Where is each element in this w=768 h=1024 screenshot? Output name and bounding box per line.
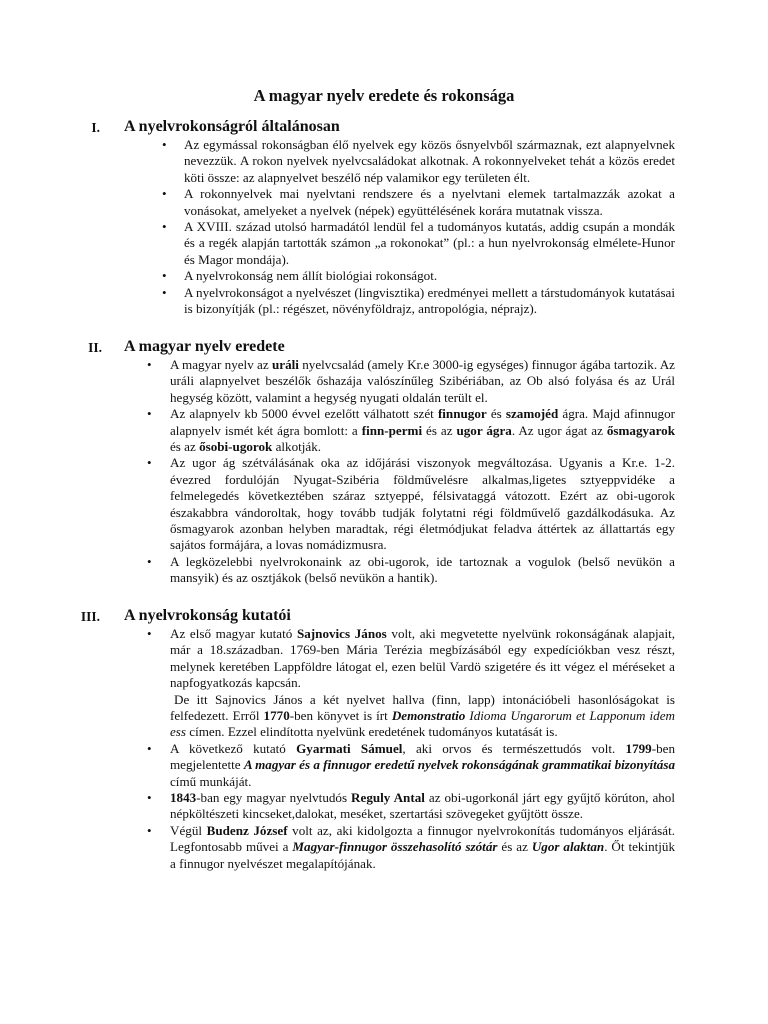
bullet-list [147,357,675,587]
list-item [147,740,675,790]
text-run: volt az, aki kidolgozta a finnugor nyelvrokonítás tudományos eljárását. Legfontosabb művei a [170,822,675,855]
text-run: nyelvcsalád (amely Kr.e 3000-ig egységes) finnugor ágába tartozik. Az uráli alapnyelvet beszélők őshazája valószínűleg Szibériában, az Ob alsó folyása és az Urál hegység között, valamint a hegység nyugati oldalán terült el. [170,357,675,405]
list-item [147,822,675,872]
bullet-icon: • [162,219,167,235]
list-item [162,284,675,318]
text-run: . Az ugor ágat az [511,422,607,438]
name-reguly: Reguly Antal [351,790,425,806]
bullet-icon: • [147,790,152,806]
term-osobi-ugorok: ősobi-ugorok [199,439,273,455]
bullet-icon: • [147,455,152,471]
bullet-icon: • [147,740,152,756]
text-run: az obi-ugorkonál járt egy gyűjtő körúton, ahol népköltészeti kincseket,dalokat, meséket, szertartási szövegeket gyűjtött össze. [170,790,675,822]
text-run: és az [170,439,200,455]
term-ugor-agra: ugor ágra [456,422,512,438]
list-item [162,186,675,219]
bullet-list [147,626,675,872]
bullet-icon: • [147,406,152,422]
year-1770: 1770 [263,708,290,724]
section-title: A nyelvrokonság kutatói [124,607,291,624]
name-gyarmati: Gyarmati Sámuel [296,740,403,756]
list-item [147,626,675,741]
text-run: volt, aki megvetette nyelvünk rokonságának alapjait, már a 18.században. 1769-ben Mária Terézia megbízásából egy expedíciókban vesz részt, melynek keretében Lappföldre látogat el, ezen belül Vardö szigetére és itt végez el méréseket a napfogyatkozás kapcsán. [170,626,675,691]
text-run: , aki orvos és természettudós volt. [402,740,626,756]
text-run: Az első magyar kutató [170,626,297,641]
text-run: -ben könyvet is írt [289,708,392,724]
work-title-szotar: Magyar-finnugor összehasolító szótár [292,839,498,855]
name-sajnovics: Sajnovics János [296,626,387,641]
list-item-text: Az egymással rokonságban élő nyelvek egy közös ősnyelvből származnak, ezt alapnyelvnek nevezzük. A rokon nyelvek nyelvcsaládokat alkotnak. A rokonnyelveket tehát a közös eredet köti össze: az alapnyelvet beszélő nép valamikor egy területen élt. [184,137,675,185]
year-1799: 1799 [625,740,652,756]
text-run: -ban egy magyar nyelvtudós [196,790,352,806]
text-run: . Őt tekintjük a finnugor nyelvészet megalapítójának. [170,839,675,871]
list-item [147,553,675,587]
text-run: A magyar nyelv az [170,357,273,372]
text-run: Végül [170,822,207,838]
bullet-icon: • [147,626,152,641]
text-run: és az [497,839,532,855]
list-item-text: A nyelvrokonságot a nyelvészet (lingvisztika) eredményei mellett a társtudományok kutatásai is bizonyítják (pl.: régészet, növényföldrajz, antropológia, néprajz). [184,284,675,317]
text-run: és az [422,422,457,438]
list-item-text: A rokonnyelvek mai nyelvtani rendszere és a nyelvtani elemek tartalmazzák azokat a vonásokat, amelyeket a nyelvek (népek) együttélésének korára mutatnak vissza. [184,186,675,218]
text-run: A következő kutató [170,740,297,756]
term-finnugor: finnugor [437,406,487,422]
text-run: ágra. Majd afinnugor alapnyelv ismét két ágra bomlott: a [170,406,675,438]
work-title-gyarmati: A magyar és a finnugor eredetű nyelvek rokonságának grammatikai bizonyítása [243,757,675,773]
bullet-icon: • [147,553,152,569]
paragraph-continuation [170,692,675,741]
bullet-icon: • [147,822,152,838]
term-osmagyarok: ősmagyarok [606,422,675,438]
list-item [147,357,675,406]
name-budenz: Budenz József [206,822,288,838]
section-number: II. [88,340,102,355]
bullet-icon: • [147,357,152,372]
text-run: -ben megjelentette [170,740,675,773]
bullet-icon: • [162,268,167,284]
bullet-icon: • [162,186,167,202]
list-item [147,455,675,553]
section-number: I. [91,120,100,135]
bullet-list [162,137,675,317]
work-title-alaktan: Ugor alaktan [531,839,605,855]
term-urali: uráli [272,357,299,372]
text-run: címen. Ezzel elindította nyelvünk eredetének tudományos kutatását is. [186,724,558,740]
work-title-demonstratio: Demonstratio [391,708,466,724]
section-number: III. [80,609,100,624]
list-item-text: A XVIII. század utolsó harmadától lendül fel a tudományos kutatás, addig csupán a mondák és a regék alapján tartották számon „a rokonokat” (pl.: a hun nyelvrokonság elmélete-Hunor és Magor mondája). [184,219,675,267]
work-title-rest: Idioma Ungarorum et Lapponum idem ess [170,708,675,740]
term-finn-permi: finn-permi [361,422,423,438]
list-item [147,790,675,823]
text-run: De itt Sajnovics János a két nyelvet hallva (finn, lapp) intonációbeli hasonlóságokat is felfedezett. Erről [170,691,675,724]
text-run: és [486,406,506,422]
section-title: A magyar nyelv eredete [124,338,285,355]
list-item-text: A legközelebbi nyelvrokonaink az obi-ugorok, ide tartoznak a vogulok (belső nevükön a mansyik) és az osztjákok (belső nevükön a hantik). [170,553,675,586]
list-item [162,137,675,186]
list-item-text: A nyelvrokonság nem állít biológiai rokonságot. [184,268,438,284]
section-title: A nyelvrokonságról általánosan [124,118,340,135]
term-szamojed: szamojéd [505,406,559,422]
list-item [147,406,675,455]
document-title: A magyar nyelv eredete és rokonsága [253,86,515,105]
text-run: című munkáját. [170,773,252,789]
bullet-icon: • [162,137,167,152]
text-run: Az alapnyelv kb 5000 évvel ezelőtt válhatott szét [170,406,438,422]
year-1843: 1843 [170,790,197,806]
bullet-icon: • [162,284,167,300]
list-item [162,219,675,268]
list-item-text: Az ugor ág szétválásának oka az időjárási viszonyok megváltozása. Ugyanis a Kr.e. 1-2. évezred fordulóján Nyugat-Szibéria földművelésre alkalmas,ligetes sztyeppvidéke a felmelegedés következtében száraz sztyeppé, félsivataggá vátozott. Ezért az obi-ugorok északabbra vándoroltak, hogy tovább tudják folytatni régi földművelő gazdálkodásuka. Az ősmagyarok azonban helyben maradtak, régi életmódjukat feladva áttértek az állattartás egy sajátos formájára, a lovas nomádizmusra. [170,455,675,553]
list-item [162,268,675,284]
text-run: alkotják. [272,439,322,455]
